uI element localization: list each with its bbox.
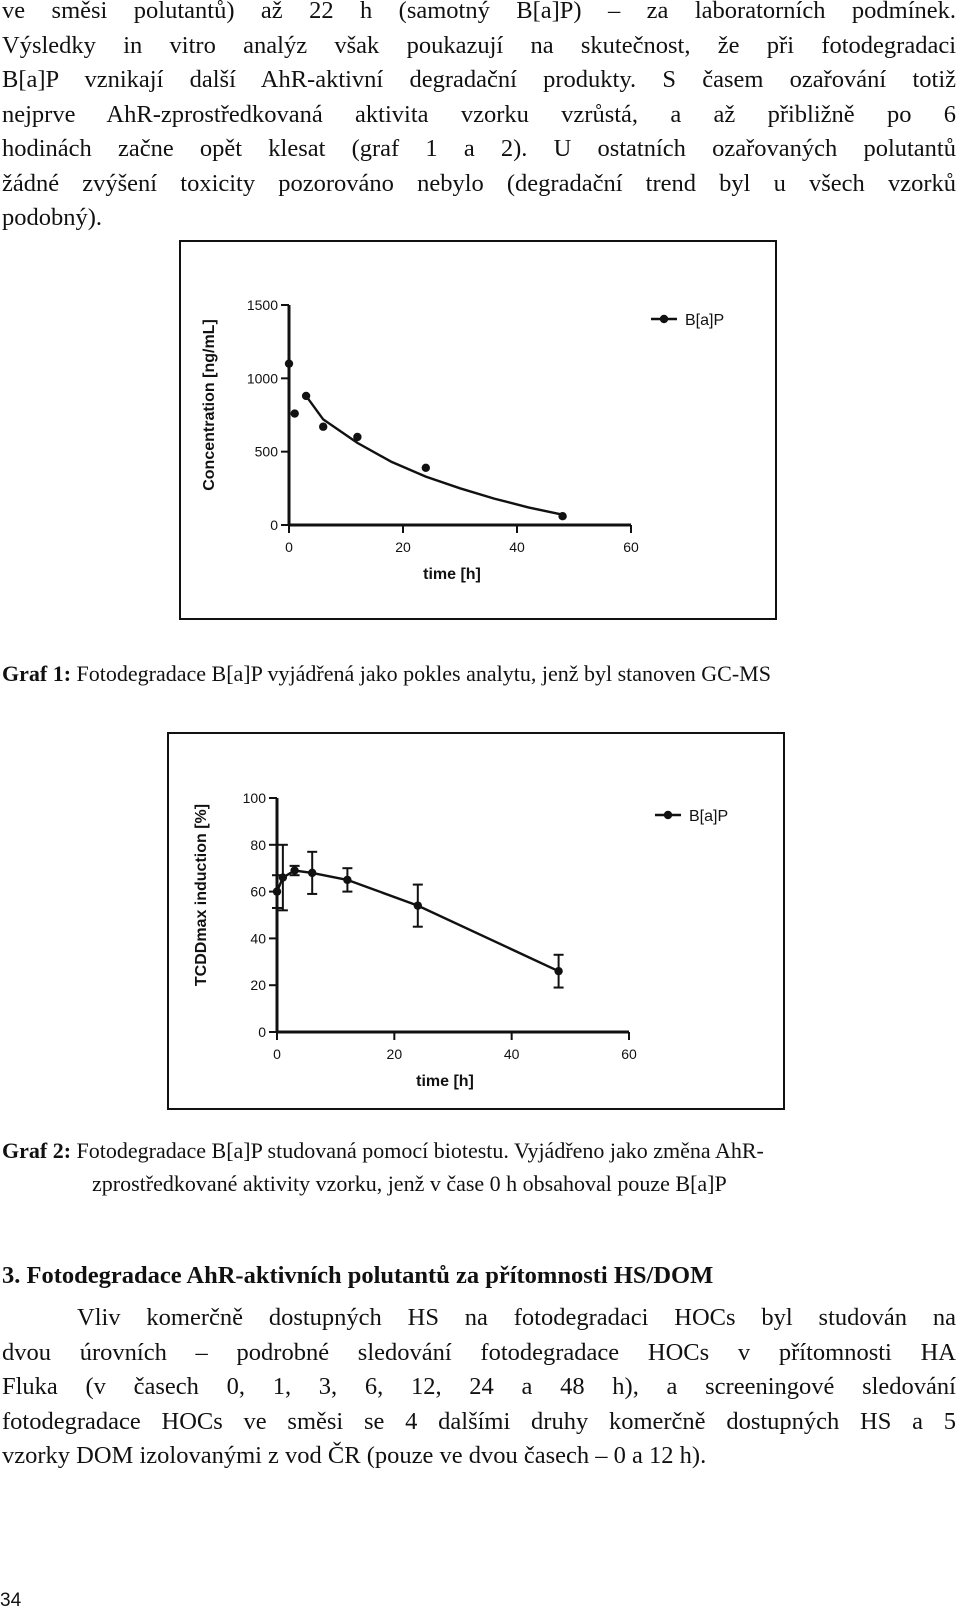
- text-line: Výsledky in vitro analýz však poukazují na skutečnost, že při fotodegradaci: [2, 31, 956, 59]
- legend-marker: [660, 315, 668, 323]
- data-point: [319, 423, 327, 431]
- figure-2-chart: [169, 734, 783, 1108]
- text-line: dvou úrovních – podrobné sledování fotodegradace HOCs v přítomnosti HA: [2, 1338, 956, 1366]
- data-point: [291, 409, 299, 417]
- x-tick-label: 20: [395, 539, 411, 555]
- figure-1-frame: [179, 240, 777, 620]
- data-point: [273, 887, 281, 895]
- x-tick-label: 60: [621, 1046, 637, 1062]
- data-point: [353, 433, 361, 441]
- text-line: žádné zvýšení toxicity pozorováno nebylo (degradační trend byl u všech vzorků: [2, 169, 956, 197]
- y-tick-label: 40: [250, 930, 266, 947]
- data-point: [558, 512, 566, 520]
- y-tick-label: 0: [258, 1024, 266, 1040]
- x-tick-label: 60: [623, 539, 639, 555]
- series-line: [306, 396, 562, 515]
- y-axis-label: Concentration [ng/mL]: [201, 319, 218, 491]
- text-line: fotodegradace HOCs ve směsi se 4 dalšími druhy komerčně dostupných HS a 5: [2, 1407, 956, 1435]
- x-tick-label: 0: [285, 539, 293, 555]
- figure-2-frame: [167, 732, 785, 1110]
- x-axis-label: time [h]: [416, 1073, 474, 1090]
- x-axis-label: time [h]: [423, 566, 481, 583]
- text-line: ve směsi polutantů) až 22 h (samotný B[a]P) – za laboratorních podmínek.: [2, 0, 956, 24]
- data-point: [414, 901, 422, 909]
- figure-2-caption: [2, 1134, 952, 1200]
- x-tick-label: 0: [273, 1046, 281, 1062]
- caption-label: Graf 2:: [2, 1138, 72, 1163]
- page-number: 34: [0, 1590, 22, 1611]
- x-tick-label: 20: [386, 1046, 403, 1062]
- text-line: Fluka (v časech 0, 1, 3, 6, 12, 24 a 48 h), a screeningové sledování: [2, 1373, 956, 1400]
- x-tick-label: 40: [509, 539, 525, 555]
- y-tick-label: 1000: [246, 370, 278, 387]
- data-point: [290, 866, 298, 874]
- y-tick-label: 20: [250, 977, 266, 994]
- section-heading: 3. Fotodegradace AhR-aktivních polutantů za přítomnosti HS/DOM: [2, 1262, 714, 1289]
- figure-1-chart: [181, 242, 775, 618]
- y-tick-label: 80: [250, 836, 266, 853]
- text-line: podobný).: [2, 204, 103, 231]
- caption-text: zprostředkované aktivity vzorku, jenž v čase 0 h obsahoval pouze B[a]P: [92, 1171, 727, 1196]
- caption-label: Graf 1:: [2, 661, 72, 686]
- text-line: B[a]P vznikají další AhR-aktivní degradační produkty. S časem ozařování totiž: [2, 66, 956, 93]
- y-tick-label: 100: [242, 790, 266, 806]
- y-tick-label: 0: [270, 517, 278, 533]
- x-tick-label: 40: [503, 1046, 520, 1062]
- legend-label: B[a]P: [685, 312, 725, 329]
- legend-label: B[a]P: [689, 808, 729, 825]
- text-line: hodinách začne opět klesat (graf 1 a 2). U ostatních ozařovaných polutantů: [2, 135, 956, 162]
- data-point: [279, 873, 287, 881]
- caption-text: Fotodegradace B[a]P vyjádřená jako pokles analytu, jenž byl stanoven GC-MS: [76, 661, 771, 686]
- y-tick-label: 500: [254, 443, 278, 460]
- intro-paragraph: [2, 0, 956, 236]
- data-point: [302, 392, 310, 400]
- legend-marker: [664, 811, 672, 819]
- text-line: Vliv komerčně dostupných HS na fotodegradaci HOCs byl studován na: [77, 1304, 956, 1331]
- data-point: [285, 359, 293, 367]
- data-point: [554, 967, 562, 975]
- y-tick-label: 60: [250, 883, 266, 900]
- section-3-paragraph: [2, 1301, 956, 1474]
- text-line: vzorky DOM izolovanými z vod ČR (pouze ve dvou časech – 0 a 12 h).: [2, 1442, 707, 1469]
- text-line: nejprve AhR-zprostředkovaná aktivita vzorku vzrůstá, a až přibližně po 6: [2, 100, 956, 128]
- data-point: [308, 869, 316, 877]
- y-tick-label: 1500: [246, 297, 278, 313]
- figure-1-caption: [2, 657, 952, 690]
- data-point: [343, 876, 351, 884]
- data-point: [422, 464, 430, 472]
- y-axis-label: TCDDmax induction [%]: [193, 803, 210, 987]
- caption-text: Fotodegradace B[a]P studovaná pomocí biotestu. Vyjádřeno jako změna AhR-: [76, 1138, 764, 1163]
